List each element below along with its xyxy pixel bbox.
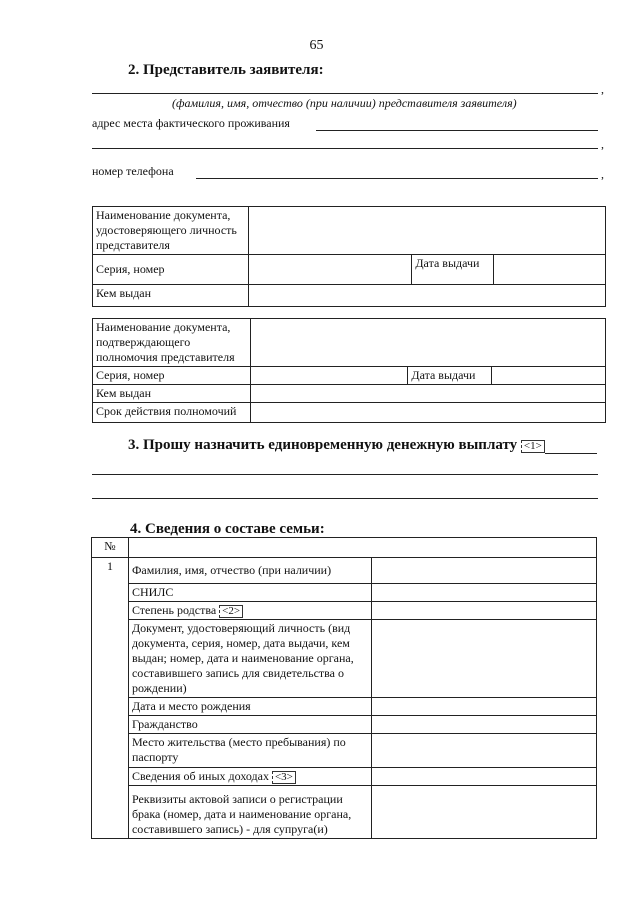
- address-line-1[interactable]: [316, 130, 598, 131]
- section-3-heading: [128, 437, 545, 454]
- phone-label: номер телефона: [92, 164, 174, 178]
- family-field-marriage[interactable]: [371, 786, 596, 839]
- footnote-ref-1: <1>: [521, 440, 545, 453]
- fio-line[interactable]: [92, 93, 598, 94]
- identity-doc-name-field[interactable]: [248, 207, 605, 255]
- phone-line[interactable]: [196, 178, 598, 179]
- family-label-marriage: Реквизиты актовой записи о регистрации брака (номер, дата и наименование органа, составившего запись) - для супруга(и): [128, 786, 371, 839]
- fio-comma: ,: [601, 82, 604, 96]
- family-label-relation: [128, 602, 371, 620]
- family-table: [91, 537, 597, 839]
- identity-doc-name-label: Наименование документа, удостоверяющего личность представителя: [93, 207, 249, 255]
- section-3-heading-text: 3. Прошу назначить единовременную денежную выплату: [128, 437, 518, 453]
- authority-series-label: Серия, номер: [93, 367, 251, 385]
- authority-issued-by-field[interactable]: [250, 385, 605, 403]
- family-label-birth: Дата и место рождения: [128, 698, 371, 716]
- authority-series-field[interactable]: [250, 367, 408, 385]
- identity-issued-by-label: Кем выдан: [93, 285, 249, 307]
- family-field-citizenship[interactable]: [371, 716, 596, 734]
- section-4-heading: 4. Сведения о составе семьи:: [130, 521, 325, 537]
- authority-doc-table: [92, 318, 606, 423]
- family-field-snils[interactable]: [371, 584, 596, 602]
- payment-line-1[interactable]: [545, 453, 597, 454]
- family-field-other-income[interactable]: [371, 768, 596, 786]
- authority-doc-name-label: Наименование документа, подтверждающего полномочия представителя: [93, 319, 251, 367]
- family-label-residence: Место жительства (место пребывания) по паспорту: [128, 734, 371, 768]
- family-label-identity-doc: Документ, удостоверяющий личность (вид документа, серия, номер, дата выдачи, кем выдан; номер, дата и наименование органа, составившего запись для свидетельства о рождении): [128, 620, 371, 698]
- section-2-heading: 2. Представитель заявителя:: [128, 62, 324, 78]
- authority-issue-date-field[interactable]: [492, 367, 606, 385]
- family-field-residence[interactable]: [371, 734, 596, 768]
- family-label-other-income: [128, 768, 371, 786]
- identity-issue-date-label: Дата выдачи: [412, 255, 494, 285]
- identity-issued-by-field[interactable]: [248, 285, 605, 307]
- footnote-ref-3: <3>: [272, 771, 296, 784]
- authority-doc-name-field[interactable]: [250, 319, 605, 367]
- address-comma: ,: [601, 137, 604, 151]
- identity-doc-table: [92, 206, 606, 307]
- authority-issued-by-label: Кем выдан: [93, 385, 251, 403]
- col-number-header: №: [92, 538, 129, 558]
- phone-comma: ,: [601, 167, 604, 181]
- payment-line-3[interactable]: [92, 498, 598, 499]
- family-header-blank: [128, 538, 596, 558]
- identity-series-label: Серия, номер: [93, 255, 249, 285]
- other-income-text: Сведения об иных доходах: [131, 769, 269, 783]
- family-label-fio: Фамилия, имя, отчество (при наличии): [128, 558, 371, 584]
- family-field-birth[interactable]: [371, 698, 596, 716]
- row-number: 1: [92, 558, 129, 839]
- identity-issue-date-field[interactable]: [494, 255, 606, 285]
- relation-text: Степень родства: [131, 603, 217, 617]
- authority-validity-label: Срок действия полномочий: [93, 403, 251, 423]
- family-label-citizenship: Гражданство: [128, 716, 371, 734]
- page-number: 65: [309, 38, 324, 53]
- family-field-fio[interactable]: [371, 558, 596, 584]
- payment-line-2[interactable]: [92, 474, 598, 475]
- identity-series-field[interactable]: [248, 255, 412, 285]
- fio-hint: (фамилия, имя, отчество (при наличии) представителя заявителя): [172, 96, 517, 110]
- address-line-2[interactable]: [92, 148, 598, 149]
- address-label: адрес места фактического проживания: [92, 116, 290, 130]
- family-label-snils: СНИЛС: [128, 584, 371, 602]
- family-field-relation[interactable]: [371, 602, 596, 620]
- family-field-identity-doc[interactable]: [371, 620, 596, 698]
- footnote-ref-2: <2>: [219, 605, 243, 618]
- authority-validity-field[interactable]: [250, 403, 605, 423]
- authority-issue-date-label: Дата выдачи: [408, 367, 492, 385]
